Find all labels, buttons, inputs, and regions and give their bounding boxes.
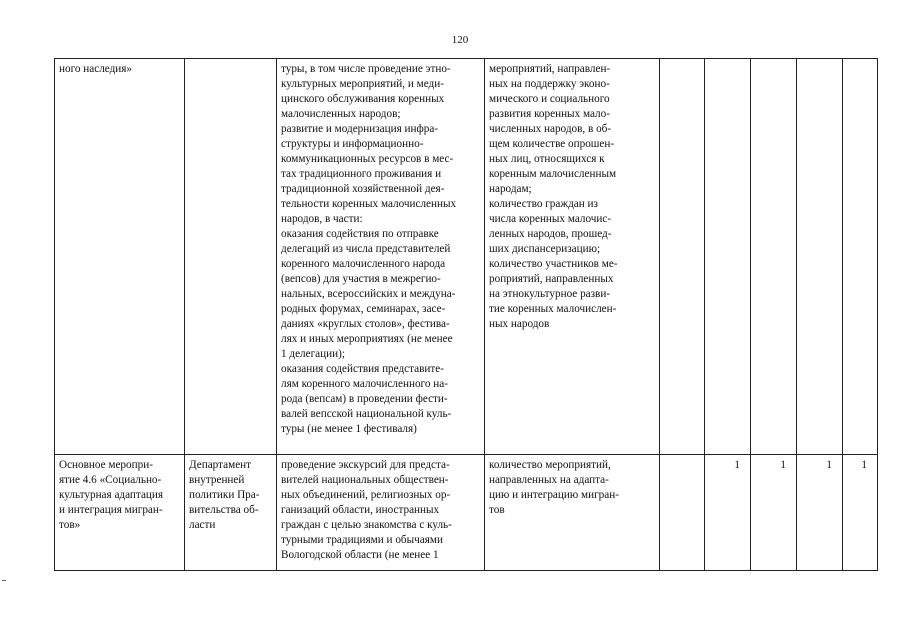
- cell-value-5: 1: [843, 455, 878, 571]
- cell-event-name: Основное меропри- ятие 4.6 «Социально- культурная адаптация и интеграция мигран- тов»: [55, 455, 185, 571]
- cell-value-1: [660, 455, 705, 571]
- cell-value-4: [797, 59, 843, 455]
- cell-value-2: 1: [705, 455, 751, 571]
- cell-indicator: мероприятий, направлен- ных на поддержку эконо- мического и социального развития коренных мало- численных народов, в об- щем количестве опрошен- ных лиц, относящихся к коренным малочисленным народам; количество граждан из числа коренных малочис- ленных народов, прошед- ших диспансеризацию; количество участников ме- роприятий, направленных на этнокультурное разви- тие коренных малочислен- ных народов: [485, 59, 660, 455]
- table-row: [55, 455, 878, 571]
- cell-event-name: ного наследия»: [55, 59, 185, 455]
- margin-mark: [2, 580, 6, 581]
- cell-value-3: 1: [751, 455, 797, 571]
- program-table: [54, 58, 878, 571]
- cell-description: туры, в том числе проведение этно- культурных мероприятий, и меди- цинского обслуживания коренных малочисленных народов; развитие и модернизация инфра- структуры и информационно- коммуникационных ресурсов в мес- тах традиционного проживания и традиционной хозяйственной дея- тельности коренных малочисленных народов, в части: оказания содействия по отправке делегаций из числа представителей коренного малочисленного народа (вепсов) для участия в межрегио- нальных, всероссийских и междуна- родных форумах, семинарах, засе- даниях «круглых столов», фестива- лях и иных мероприятиях (не менее 1 делегации); оказания содействия представите- лям коренного малочисленного на- рода (вепсам) в проведении фести- валей вепсской национальной куль- туры (не менее 1 фестиваля): [277, 59, 485, 455]
- cell-value-1: [660, 59, 705, 455]
- cell-value-4: 1: [797, 455, 843, 571]
- cell-value-3: [751, 59, 797, 455]
- page-number: 120: [451, 34, 469, 46]
- cell-description: проведение экскурсий для предста- вителей национальных обществен- ных объединений, религиозных ор- ганизаций области, иностранных граждан с целью знакомства с куль- турными традициями и обычаями Вологодской области (не менее 1: [277, 455, 485, 571]
- cell-value-5: [843, 59, 878, 455]
- cell-executor: Департамент внутренней политики Пра- вительства об- ласти: [185, 455, 277, 571]
- cell-executor: [185, 59, 277, 455]
- table-row: [55, 59, 878, 455]
- cell-indicator: количество мероприятий, направленных на адапта- цию и интеграцию мигран- тов: [485, 455, 660, 571]
- cell-value-2: [705, 59, 751, 455]
